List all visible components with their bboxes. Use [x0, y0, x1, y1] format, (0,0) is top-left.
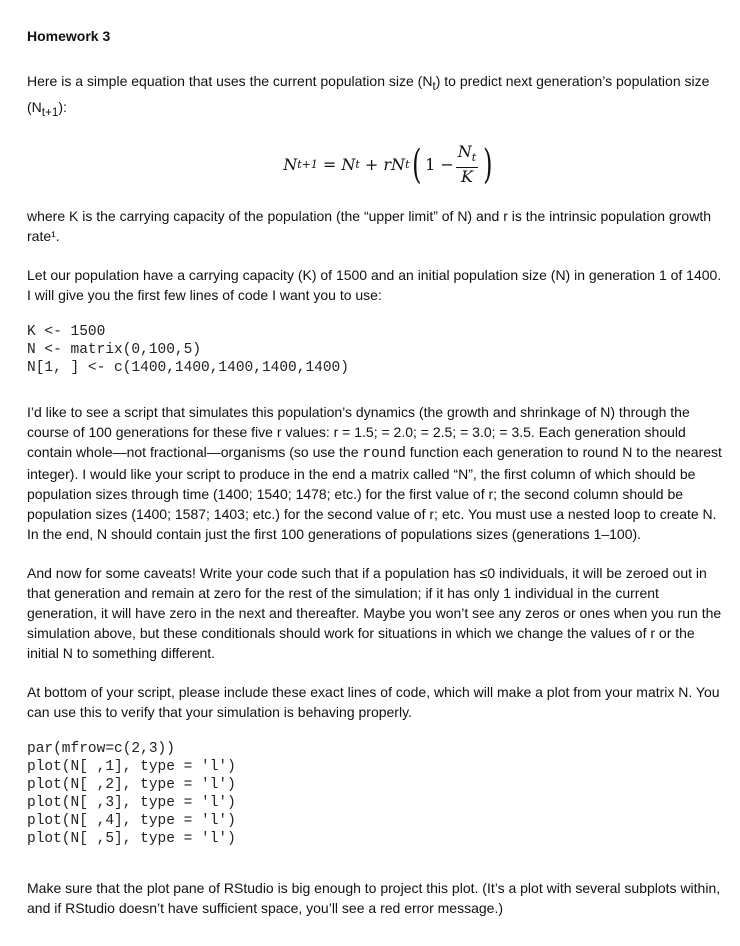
starter-code-block: [27, 323, 727, 377]
code-line: plot(N[ ,2], type = 'l'): [27, 776, 236, 793]
left-paren: (: [412, 141, 422, 188]
final-paragraph: Make sure that the plot pane of RStudio is big enough to project this plot. (It’s a plot with several subplots within, and if RStudio doesn’t have sufficient space, you’ll see a red error message.): [27, 879, 721, 916]
code-line: par(mfrow=c(2,3)): [27, 740, 175, 757]
code-line: plot(N[ ,4], type = 'l'): [27, 812, 236, 829]
page-title: Homework 3: [27, 28, 111, 44]
right-paren: ): [483, 141, 493, 188]
bottom-paragraph: At bottom of your script, please include these exact lines of code, which will make a plot from your matrix N. You can use this to verify that your simulation is behaving properly.: [27, 683, 720, 720]
document-page: [27, 26, 727, 918]
code-line: plot(N[ ,1], type = 'l'): [27, 758, 236, 775]
code-line: N[1, ] <- c(1400,1400,1400,1400,1400): [27, 359, 349, 376]
inline-code-round: round: [362, 445, 406, 462]
code-line: plot(N[ ,3], type = 'l'): [27, 794, 236, 811]
logistic-equation: N t+1 = N t + rN t ( 1 − $\frac{N_t}{K}$ ): [283, 141, 493, 188]
caveat-paragraph: And now for some caveats! Write your code such that if a population has ≤0 individuals, it will be zeroed out in that generation and remain at zero for the rest of the simulation; if it has only 1 individual in the current generation, it will have zero in the next and thereafter. Maybe you won’t see any zeros or ones when you run the simulation above, but these conditionals should work for situations in which we change the values of r or the initial N to something different.: [27, 564, 722, 661]
plot-code-block: [27, 740, 727, 848]
fraction: $\frac{N_t}{K}$: [457, 142, 477, 187]
code-line: K <- 1500: [27, 323, 106, 340]
let-paragraph: Let our population have a carrying capacity (K) of 1500 and an initial population size (N) in generation 1 of 1400. I will give you the first few lines of code I want you to use:: [27, 266, 722, 303]
code-line: plot(N[ ,5], type = 'l'): [27, 830, 236, 847]
intro-paragraph: Here is a simple equation that uses the current population size $(N_t)$ to predict next generation’s population size $(N_{t+1})$:: [27, 73, 710, 119]
code-line: N <- matrix(0,100,5): [27, 341, 202, 358]
simulation-paragraph: I’d like to see a script that simulates this population’s dynamics (the growth and shrinkage of N) through the course of 100 generations for these five r values: r = 1.5; = 2.0; = 2.5; = 3.0; = 3.5. Each generation should contain whole—not fractional—organisms (so use the round function each generation to round N to the nearest integer). I would like your script to produce in the end a matrix called “N”, the first column of which should be population sizes through time (1400; 1540; 1478; etc.) for the first value of r; the second column should be population sizes (1400; 1587; 1403; etc.) for the second value of r; etc. You must use a nested loop to create N. In the end, N should contain just the first 100 generations of populations sizes (generations 1–100).: [27, 403, 722, 542]
where-paragraph: where K is the carrying capacity of the population (the “upper limit” of N) and r is the intrinsic population growth rate¹.: [27, 207, 712, 244]
